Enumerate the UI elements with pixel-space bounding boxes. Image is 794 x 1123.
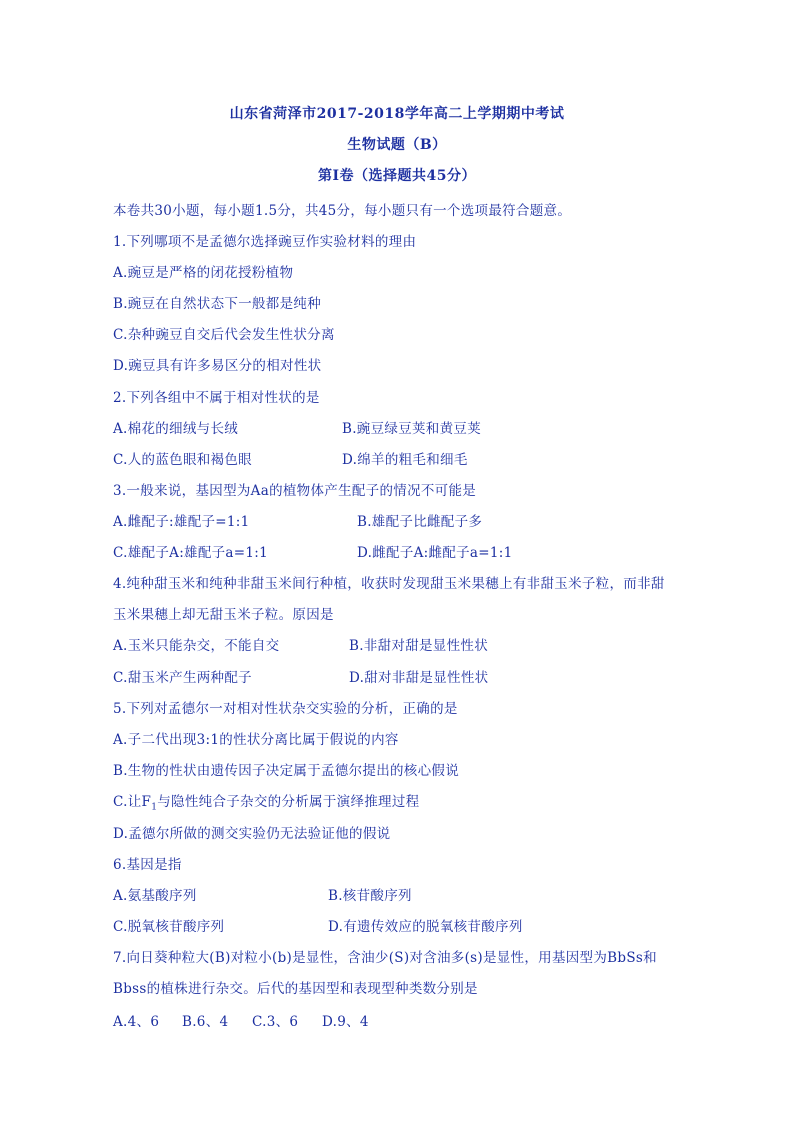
- question-1-option-d: D.豌豆具有许多易区分的相对性状: [113, 358, 322, 374]
- question-4-stem-line-1: 4.纯种甜玉米和纯种非甜玉米间行种植，收获时发现甜玉米果穗上有非甜玉米子粒，而非甜: [113, 576, 665, 592]
- question-7-option-b: B.6、4: [182, 1014, 229, 1030]
- question-3-option-a: A.雌配子:雄配子=1:1: [113, 514, 250, 530]
- question-1-option-b: B.豌豆在自然状态下一般都是纯种: [113, 296, 322, 312]
- question-7-stem-line-1: 7.向日葵种粒大(B)对粒小(b)是显性，含油少(S)对含油多(s)是显性，用基因型为BbSs和: [113, 950, 657, 966]
- question-7-option-a: A.4、6: [113, 1014, 160, 1030]
- exam-title: 山东省菏泽市2017-2018学年高二上学期期中考试: [229, 106, 565, 122]
- question-3-option-b: B.雄配子比雌配子多: [357, 514, 483, 530]
- question-5-option-a: A.子二代出现3:1的性状分离比属于假说的内容: [113, 732, 399, 748]
- question-7-option-d: D.9、4: [322, 1014, 369, 1030]
- question-4-stem-line-2: 玉米果穗上却无甜玉米子粒。原因是: [113, 607, 334, 623]
- question-1-option-a: A.豌豆是严格的闭花授粉植物: [113, 265, 294, 281]
- question-5-stem: 5.下列对孟德尔一对相对性状杂交实验的分析，正确的是: [113, 701, 458, 717]
- question-3-stem: 3.一般来说，基因型为Aa的植物体产生配子的情况不可能是: [113, 483, 477, 499]
- question-7-stem-line-2: Bbss的植株进行杂交。后代的基因型和表现型种类数分别是: [113, 981, 478, 997]
- question-2-option-a: A.棉花的细绒与长绒: [113, 421, 239, 437]
- question-2-option-b: B.豌豆绿豆荚和黄豆荚: [342, 421, 482, 437]
- question-7-option-c: C.3、6: [252, 1014, 299, 1030]
- question-2-option-d: D.绵羊的粗毛和细毛: [342, 452, 468, 468]
- question-3-option-d: D.雌配子A:雌配子a=1:1: [357, 545, 513, 561]
- section-title: 第Ⅰ卷（选择题共45分）: [317, 168, 477, 184]
- question-1-option-c: C.杂种豌豆自交后代会发生性状分离: [113, 327, 335, 343]
- question-4-option-a: A.玉米只能杂交，不能自交: [113, 638, 280, 654]
- subject-title: 生物试题（B）: [347, 137, 447, 153]
- question-5-option-c-subscript: 1: [151, 802, 158, 813]
- question-6-option-a: A.氨基酸序列: [113, 888, 197, 904]
- instructions: 本卷共30小题，每小题1.5分，共45分，每小题只有一个选项最符合题意。: [113, 203, 572, 219]
- question-5-option-c: [113, 790, 419, 813]
- question-6-option-c: C.脱氧核苷酸序列: [113, 919, 225, 935]
- question-5-option-b: B.生物的性状由遗传因子决定属于孟德尔提出的核心假说: [113, 763, 460, 779]
- question-6-stem: 6.基因是指: [113, 857, 182, 873]
- question-5-option-c-rest: 与隐性纯合子杂交的分析属于演绎推理过程: [157, 794, 420, 810]
- question-4-option-d: D.甜对非甜是显性性状: [349, 670, 489, 686]
- question-1-stem: 1.下列哪项不是孟德尔选择豌豆作实验材料的理由: [113, 234, 417, 250]
- question-4-option-c: C.甜玉米产生两种配子: [113, 670, 252, 686]
- question-2-stem: 2.下列各组中不属于相对性状的是: [113, 390, 320, 406]
- question-6-option-b: B.核苷酸序列: [328, 888, 412, 904]
- question-5-option-c-prefix: C.让F: [113, 794, 152, 810]
- question-3-option-c: C.雄配子A:雄配子a=1:1: [113, 545, 269, 561]
- question-6-option-d: D.有遗传效应的脱氧核苷酸序列: [328, 919, 523, 935]
- question-4-option-b: B.非甜对甜是显性性状: [349, 638, 489, 654]
- question-2-option-c: C.人的蓝色眼和褐色眼: [113, 452, 252, 468]
- question-5-option-d: D.孟德尔所做的测交实验仍无法验证他的假说: [113, 826, 391, 842]
